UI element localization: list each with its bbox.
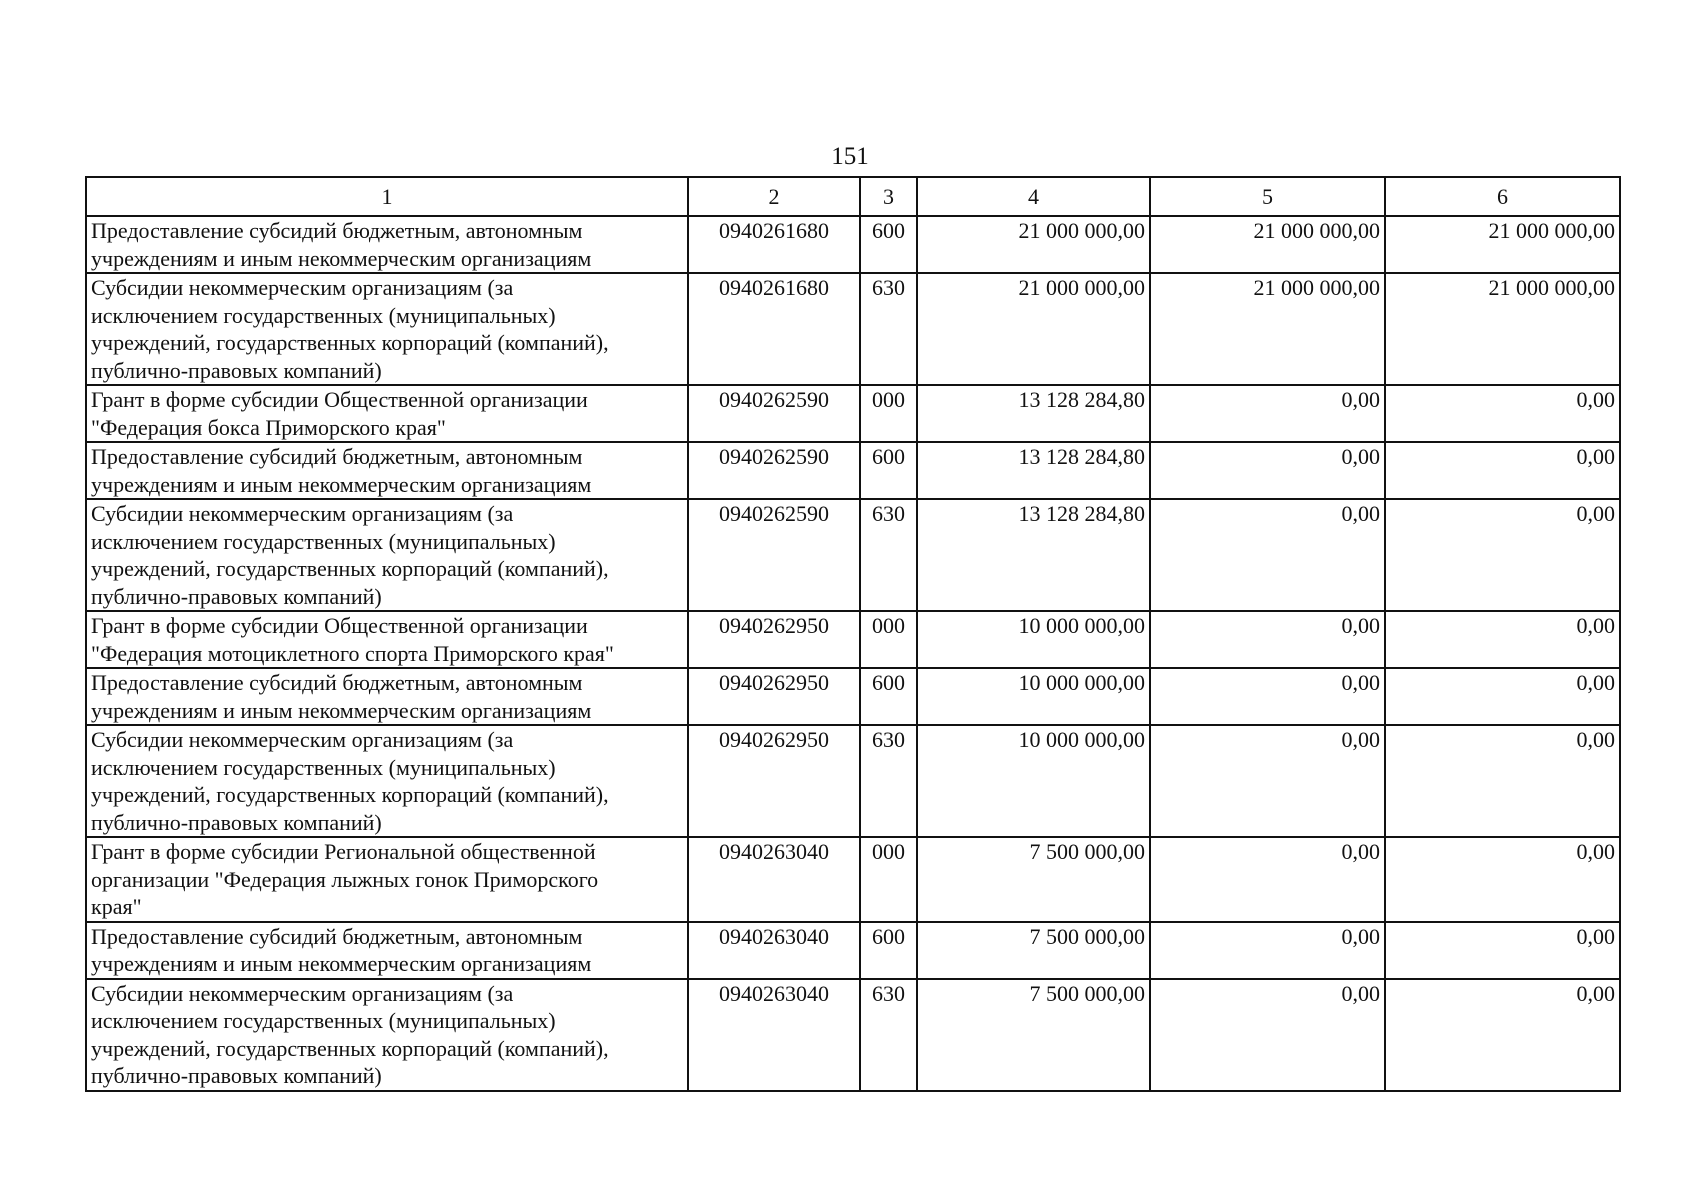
table-row (86, 668, 1620, 725)
row-amount-col5: 0,00 (1150, 385, 1385, 442)
row-amount-col5: 0,00 (1150, 725, 1385, 837)
description-line: исключением государственных (муниципальных) (91, 1008, 556, 1033)
row-amount-col5: 0,00 (1150, 922, 1385, 979)
description-line: исключением государственных (муниципальных) (91, 754, 556, 780)
header-col-2: 2 (688, 177, 860, 216)
row-target-code: 0940261680 (688, 273, 860, 385)
description-line: учреждений, государственных корпораций (компаний), (91, 1035, 609, 1061)
table-row (86, 385, 1620, 442)
description-line: Субсидии некоммерческим организациям (за (91, 275, 514, 300)
description-line: Грант в форме субсидии Региональной общественной (91, 839, 596, 864)
description-line: учреждений, государственных корпораций (компаний), (91, 330, 609, 355)
row-target-code: 0940262950 (688, 668, 860, 725)
header-col-6: 6 (1385, 177, 1620, 216)
row-description (86, 668, 688, 725)
row-amount-col4: 7 500 000,00 (917, 979, 1150, 1091)
header-col-5: 5 (1150, 177, 1385, 216)
row-description (86, 385, 688, 442)
row-amount-col6: 0,00 (1385, 979, 1620, 1091)
row-description (86, 979, 688, 1091)
row-amount-col5: 0,00 (1150, 837, 1385, 922)
table-row (86, 442, 1620, 499)
row-amount-col5: 21 000 000,00 (1150, 216, 1385, 273)
row-amount-col4: 21 000 000,00 (917, 216, 1150, 273)
description-line: Субсидии некоммерческим организациям (за (91, 501, 514, 526)
row-description (86, 273, 688, 385)
row-description (86, 837, 688, 922)
header-col-3: 3 (860, 177, 917, 216)
row-amount-col5: 0,00 (1150, 442, 1385, 499)
description-line: Предоставление субсидий бюджетным, автономным (91, 444, 583, 469)
row-description (86, 922, 688, 979)
header-col-4: 4 (917, 177, 1150, 216)
row-amount-col6: 0,00 (1385, 725, 1620, 837)
table-row (86, 216, 1620, 273)
row-target-code: 0940263040 (688, 922, 860, 979)
row-expense-type: 000 (860, 385, 917, 442)
description-line: публично-правовых компаний) (91, 809, 382, 835)
row-expense-type: 630 (860, 725, 917, 837)
description-line: учреждениям и иным некоммерческим организациям (91, 245, 592, 271)
row-amount-col4: 13 128 284,80 (917, 442, 1150, 499)
row-amount-col6: 0,00 (1385, 442, 1620, 499)
row-amount-col5: 0,00 (1150, 979, 1385, 1091)
row-expense-type: 630 (860, 979, 917, 1091)
description-line: Субсидии некоммерческим организациям (за (91, 727, 514, 752)
row-description (86, 216, 688, 273)
table-row (86, 979, 1620, 1091)
row-expense-type: 600 (860, 216, 917, 273)
description-line: учреждений, государственных корпораций (компаний), (91, 556, 609, 581)
row-expense-type: 000 (860, 611, 917, 668)
table-body (86, 216, 1620, 1091)
description-line: Предоставление субсидий бюджетным, автономным (91, 923, 583, 949)
description-line: исключением государственных (муниципальных) (91, 528, 556, 554)
row-expense-type: 600 (860, 668, 917, 725)
row-expense-type: 600 (860, 442, 917, 499)
row-expense-type: 630 (860, 499, 917, 611)
row-target-code: 0940262590 (688, 385, 860, 442)
description-line: публично-правовых компаний) (91, 583, 382, 609)
description-line: учреждений, государственных корпораций (компаний), (91, 782, 609, 807)
row-target-code: 0940261680 (688, 216, 860, 273)
row-amount-col4: 7 500 000,00 (917, 922, 1150, 979)
row-amount-col6: 21 000 000,00 (1385, 273, 1620, 385)
description-line: Грант в форме субсидии Общественной организации (91, 387, 588, 412)
description-line: "Федерация бокса Приморского края" (91, 414, 446, 440)
row-amount-col4: 10 000 000,00 (917, 668, 1150, 725)
row-target-code: 0940262950 (688, 725, 860, 837)
table-row (86, 499, 1620, 611)
row-amount-col4: 13 128 284,80 (917, 385, 1150, 442)
row-amount-col4: 10 000 000,00 (917, 611, 1150, 668)
row-amount-col5: 0,00 (1150, 611, 1385, 668)
row-amount-col6: 0,00 (1385, 922, 1620, 979)
budget-table (85, 176, 1621, 1092)
table-row (86, 725, 1620, 837)
header-row (86, 177, 1620, 216)
row-description (86, 499, 688, 611)
row-expense-type: 000 (860, 837, 917, 922)
row-amount-col4: 13 128 284,80 (917, 499, 1150, 611)
row-amount-col6: 0,00 (1385, 385, 1620, 442)
row-expense-type: 600 (860, 922, 917, 979)
row-amount-col4: 7 500 000,00 (917, 837, 1150, 922)
row-target-code: 0940262590 (688, 442, 860, 499)
row-target-code: 0940262590 (688, 499, 860, 611)
row-amount-col4: 21 000 000,00 (917, 273, 1150, 385)
row-amount-col4: 10 000 000,00 (917, 725, 1150, 837)
description-line: Субсидии некоммерческим организациям (за (91, 980, 514, 1006)
table-header (86, 177, 1620, 216)
description-line: публично-правовых компаний) (91, 357, 382, 383)
row-target-code: 0940263040 (688, 979, 860, 1091)
description-line: "Федерация мотоциклетного спорта Приморского края" (91, 640, 614, 666)
page-number: 151 (831, 143, 869, 170)
row-description (86, 442, 688, 499)
row-description (86, 725, 688, 837)
row-description (86, 611, 688, 668)
table-row (86, 837, 1620, 922)
table-row (86, 611, 1620, 668)
description-line: Грант в форме субсидии Общественной организации (91, 613, 588, 638)
row-expense-type: 630 (860, 273, 917, 385)
description-line: учреждениям и иным некоммерческим организациям (91, 697, 592, 723)
description-line: учреждениям и иным некоммерческим организациям (91, 471, 592, 497)
header-col-1: 1 (86, 177, 688, 216)
row-amount-col5: 0,00 (1150, 499, 1385, 611)
row-amount-col6: 0,00 (1385, 837, 1620, 922)
row-amount-col6: 0,00 (1385, 668, 1620, 725)
row-amount-col6: 0,00 (1385, 611, 1620, 668)
description-line: учреждениям и иным некоммерческим организациям (91, 951, 592, 976)
row-amount-col5: 21 000 000,00 (1150, 273, 1385, 385)
row-amount-col6: 21 000 000,00 (1385, 216, 1620, 273)
description-line: публично-правовых компаний) (91, 1063, 382, 1088)
table-row (86, 922, 1620, 979)
row-target-code: 0940263040 (688, 837, 860, 922)
description-line: Предоставление субсидий бюджетным, автономным (91, 218, 583, 243)
row-amount-col5: 0,00 (1150, 668, 1385, 725)
row-target-code: 0940262950 (688, 611, 860, 668)
description-line: организации "Федерация лыжных гонок Приморского (91, 866, 599, 892)
description-line: Предоставление субсидий бюджетным, автономным (91, 670, 583, 695)
row-amount-col6: 0,00 (1385, 499, 1620, 611)
description-line: края" (91, 894, 142, 919)
description-line: исключением государственных (муниципальных) (91, 302, 556, 328)
table-row (86, 273, 1620, 385)
